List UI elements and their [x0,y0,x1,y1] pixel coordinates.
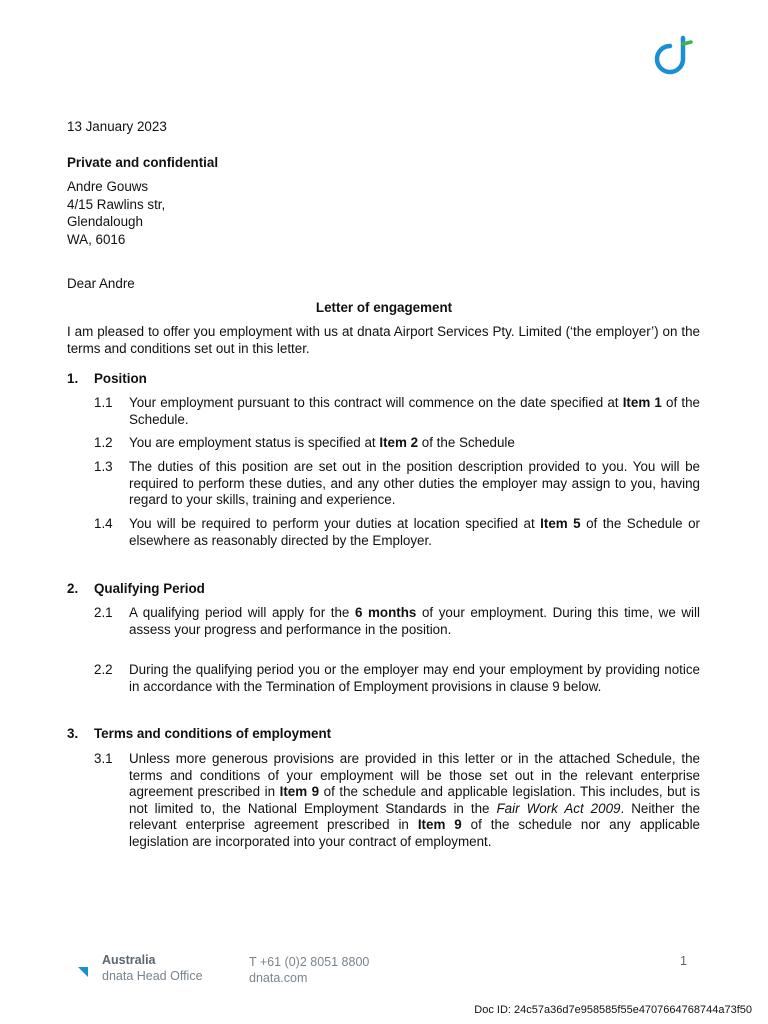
clause-text: Your employment pursuant to this contract will commence on the date specified at Item 1 of the Schedule. [129,395,700,427]
clause-number: 3.1 [94,751,113,766]
footer-country: Australia [102,953,156,967]
clause-number: 1.1 [94,395,113,410]
address-line: WA, 6016 [67,231,126,247]
section-number: 2. [67,581,79,596]
clause-number: 1.3 [94,459,113,474]
salutation: Dear Andre [67,276,135,291]
dnata-logo-icon [652,34,696,78]
clause-text: You will be required to perform your duties at location specified at Item 5 of the Schedule or elsewhere as reasonably directed by the Employer. [129,516,700,548]
clause-2-1 [94,605,700,638]
letter-title: Letter of engagement [315,300,453,315]
footer-office: dnata Head Office [102,969,203,983]
intro-paragraph: I am pleased to offer you employment with us at dnata Airport Services Pty. Limited (‘the employer’) on the terms and conditions set out in this letter. [67,324,700,356]
section-number: 3. [67,726,79,741]
section-heading-qualifying-period [67,581,205,598]
section-title: Qualifying Period [94,581,205,596]
clause-text: During the qualifying period you or the employer may end your employment by providing notice in accordance with the Termination of Employment provisions in clause 9 below. [129,662,700,694]
footer-triangle-icon [78,967,88,977]
section-heading-position [67,371,147,388]
section-heading-terms-and-conditions [67,726,331,743]
clause-number: 2.2 [94,662,113,677]
page-number: 1 [680,954,687,968]
clause-number: 1.2 [94,435,113,450]
section-number: 1. [67,371,79,386]
clause-text: Unless more generous provisions are provided in this letter or in the attached Schedule, the terms and conditions of your employment will be those set out in the relevant enterprise agreement prescribed in Item 9 of the schedule and applicable legislation. This includes, but is not limited to, the National Employment Standards in the Fair Work Act 2009. Neither the relevant enterprise agreement prescribed in Item 9 of the schedule nor any applicable legislation are incorporated into your contract of employment. [129,751,701,849]
recipient-address [67,179,165,249]
address-line: 4/15 Rawlins str, [67,196,166,212]
footer-phone: T +61 (0)2 8051 8800 [249,955,370,969]
clause-number: 1.4 [94,516,113,531]
clause-1-4 [94,516,700,549]
doc-id: Doc ID: 24c57a36d7e958585f55e4707664768744a73f50 [474,1004,752,1016]
clause-1-2 [94,435,700,452]
clause-text: You are employment status is specified at Item 2 of the Schedule [129,435,515,450]
address-line: Andre Gouws [67,179,149,194]
clause-1-1 [94,395,700,428]
clause-3-1 [94,751,700,850]
confidential-label: Private and confidential [67,155,219,170]
clause-1-3 [94,459,700,509]
clause-number: 2.1 [94,605,113,620]
section-title: Terms and conditions of employment [94,726,332,741]
section-title: Position [94,371,147,386]
letter-date: 13 January 2023 [67,119,167,134]
footer-website: dnata.com [249,971,308,985]
clause-2-2 [94,662,700,695]
clause-text: The duties of this position are set out in the position description provided to you. You will be required to perform these duties, and any other duties the employer may assign to you, having regard to your skills, training and experience. [129,459,700,507]
address-line: Glendalough [67,214,143,229]
clause-text: A qualifying period will apply for the 6 months of your employment. During this time, we will assess your progress and performance in the position. [129,605,700,637]
